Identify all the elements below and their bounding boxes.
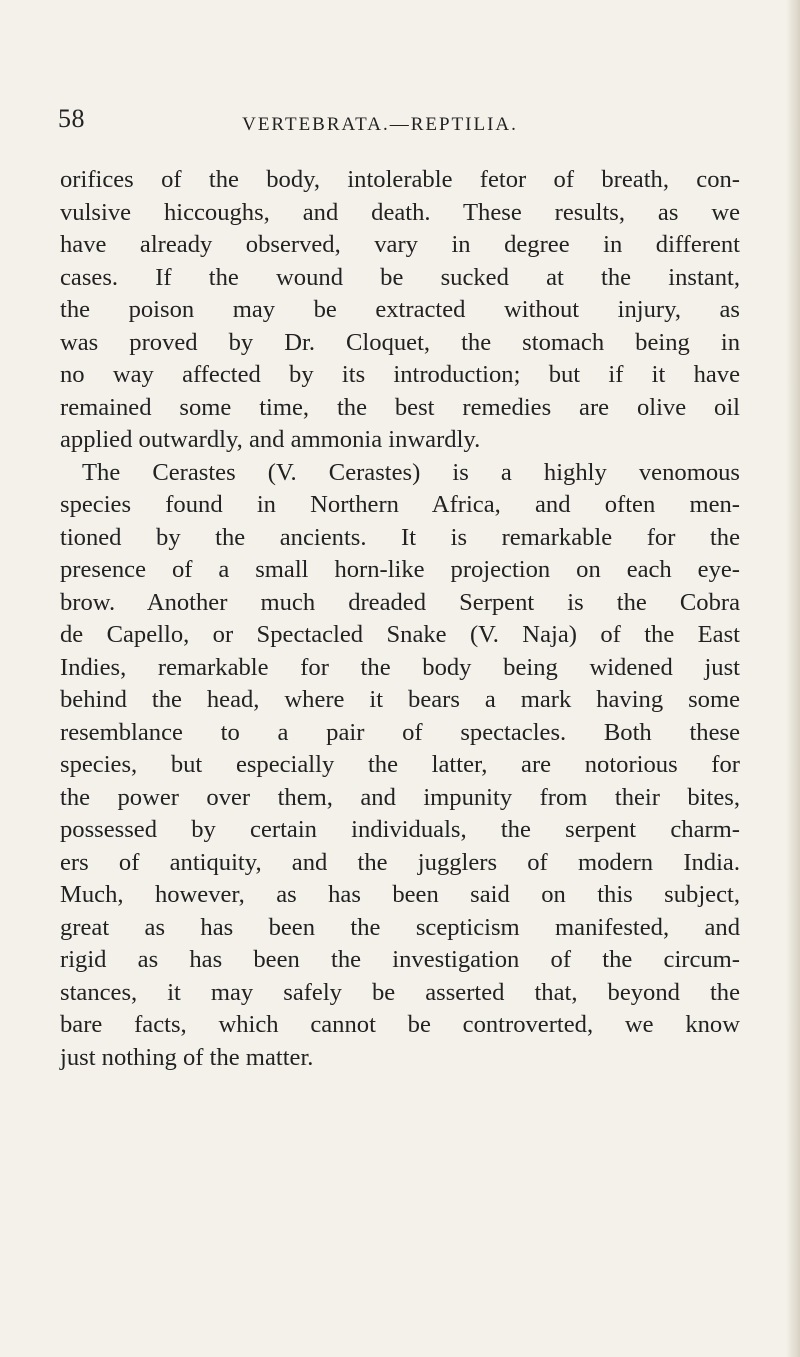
text-line: the poison may be extracted without injury, as	[60, 296, 740, 323]
text-line: Much, however, as has been said on this subject,	[60, 881, 740, 908]
text-line: just nothing of the matter.	[60, 1043, 314, 1071]
text-line: possessed by certain individuals, the serpent charm-	[60, 816, 740, 843]
text-line: stances, it may safely be asserted that, beyond the	[60, 978, 740, 1006]
page-edge-shadow	[786, 0, 800, 1357]
text-line: applied outwardly, and ammonia inwardly.	[60, 426, 481, 453]
text-line: vulsive hiccoughs, and death. These results, as we	[60, 198, 740, 226]
text-line: brow. Another much dreaded Serpent is the Cobra	[60, 588, 740, 616]
text-line: resemblance to a pair of spectacles. Both these	[60, 718, 740, 746]
text-line: rigid as has been the investigation of the circum-	[60, 946, 740, 973]
body-text	[60, 164, 740, 1074]
text-line: behind the head, where it bears a mark having some	[60, 686, 740, 713]
text-line: no way affected by its introduction; but if it have	[60, 361, 740, 388]
text-line: was proved by Dr. Cloquet, the stomach being in	[60, 328, 740, 356]
text-line: presence of a small horn-like projection on each eye-	[60, 556, 740, 583]
text-line: ers of antiquity, and the jugglers of modern India.	[60, 848, 740, 876]
text-line: Indies, remarkable for the body being widened just	[60, 653, 740, 681]
running-head: VERTEBRATA.—REPTILIA.	[242, 114, 518, 135]
text-line: cases. If the wound be sucked at the instant,	[60, 263, 740, 291]
text-line: species found in Northern Africa, and often men-	[60, 491, 740, 518]
text-line: tioned by the ancients. It is remarkable for the	[60, 523, 740, 551]
page-number: 58	[58, 104, 85, 133]
text-line: The Cerastes (V. Cerastes) is a highly venomous	[82, 458, 740, 486]
text-line: have already observed, vary in degree in different	[60, 231, 740, 258]
text-line: great as has been the scepticism manifested, and	[60, 913, 740, 941]
text-line: orifices of the body, intolerable fetor of breath, con-	[60, 166, 740, 193]
text-line: species, but especially the latter, are notorious for	[60, 751, 740, 778]
text-line: de Capello, or Spectacled Snake (V. Naja) of the East	[60, 621, 740, 648]
text-line: the power over them, and impunity from their bites,	[60, 783, 740, 811]
text-line: remained some time, the best remedies are olive oil	[60, 393, 740, 421]
text-line: bare facts, which cannot be controverted, we know	[60, 1011, 740, 1038]
